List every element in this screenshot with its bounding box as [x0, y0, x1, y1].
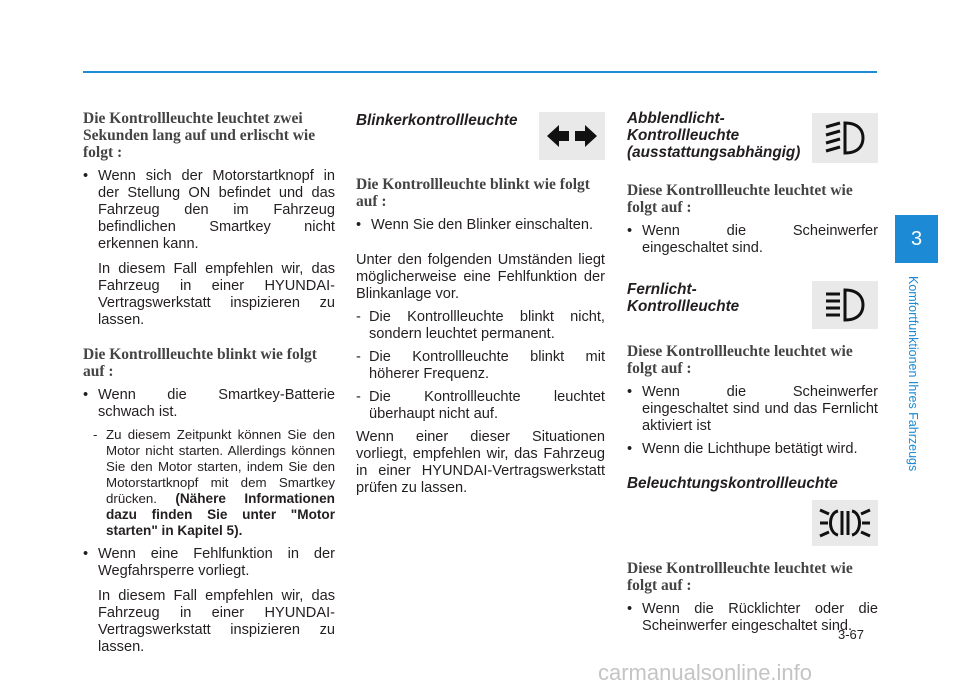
heading-lights-two-seconds: Die Kontrollleuchte leuchtet zwei Sekunden lang auf und erlischt wie folgt :: [83, 110, 316, 161]
dash-item: - Die Kontrollleuchte blinkt nicht, sondern leuchtet permanent.: [356, 309, 605, 343]
section-title-line: (ausstattungsabhängig): [627, 144, 801, 161]
watermark: carmanualsonline.info: [598, 660, 813, 685]
list-item: • Wenn eine Fehlfunktion in der Wegfahrsperre vorliegt.: [83, 546, 335, 580]
heading-lights-on: Diese Kontrollleuchte leuchtet wie folgt auf :: [627, 182, 853, 216]
tail-lamp-icon: [812, 500, 878, 546]
section-title-line: Abblendlicht-: [627, 110, 725, 127]
section-title-line: Kontrollleuchte: [627, 127, 740, 144]
section-header: [627, 110, 878, 166]
list-item: • Wenn sich der Motorstartknopf in der Stellung ON befindet und das Fahrzeug den im Fahrzeug befindlichen Smartkey nicht erkennen kann.: [83, 168, 335, 253]
low-beam-icon: [812, 113, 878, 163]
list-item: • Wenn die Scheinwerfer eingeschaltet sind.: [627, 223, 878, 257]
note-paragraph: In diesem Fall empfehlen wir, das Fahrzeug in einer HYUNDAI-Vertragswerkstatt inspizieren zu lassen.: [98, 261, 335, 328]
list-item: • Wenn die Smartkey-Batterie schwach ist.: [83, 387, 335, 421]
section-title: Beleuchtungskontrollleuchte: [627, 475, 838, 492]
heading-blinks: Die Kontrollleuchte blinkt wie folgt auf :: [83, 346, 317, 380]
column-headlights: [627, 110, 878, 635]
dash-item: - Die Kontrollleuchte blinkt mit höherer Frequenz.: [356, 349, 605, 383]
heading-lights-on: Diese Kontrollleuchte leuchtet wie folgt auf :: [627, 560, 853, 594]
section-title-line: Fernlicht-: [627, 281, 697, 298]
dash-text: Zu diesem Zeitpunkt können Sie den Motor nicht starten. Allerdings können Sie den Motor starten, indem Sie den Motorstartknopf mit dem Smartkey drücken.: [106, 427, 335, 506]
section-header: [356, 110, 605, 160]
list-item: • Wenn die Scheinwerfer eingeschaltet sind und das Fernlicht aktiviert ist: [627, 384, 878, 435]
reference-note: (Nähere Informationen dazu finden Sie unter "Motor starten" in Kapitel 5).: [106, 491, 335, 538]
section-header: [627, 281, 878, 331]
chapter-tab: 3: [895, 215, 938, 263]
heading-blinks: Die Kontrollleuchte blinkt wie folgt auf :: [356, 176, 590, 210]
section-title: Blinkerkontrollleuchte: [356, 112, 518, 129]
chapter-title: Komfortfunktionen Ihres Fahrzeugs: [906, 276, 920, 472]
dash-item: [93, 427, 335, 539]
page-number: 3-67: [838, 627, 865, 642]
note-paragraph: In diesem Fall empfehlen wir, das Fahrzeug in einer HYUNDAI-Vertragswerkstatt inspizieren zu lassen.: [98, 588, 335, 655]
heading-lights-on: Diese Kontrollleuchte leuchtet wie folgt auf :: [627, 343, 853, 377]
paragraph: Wenn einer dieser Situationen vorliegt, empfehlen wir, das Fahrzeug in einer HYUNDAI-Vertragswerkstatt prüfen zu lassen.: [356, 429, 605, 496]
column-turn-signal: [356, 110, 605, 497]
paragraph: Unter den folgenden Umständen liegt möglicherweise eine Fehlfunktion der Blinkanlage vor.: [356, 252, 605, 302]
list-item: • Wenn Sie den Blinker einschalten.: [356, 217, 605, 234]
top-rule: [83, 71, 877, 73]
high-beam-icon: [812, 281, 878, 329]
section-title-line: Kontrollleuchte: [627, 298, 740, 315]
icon-row: [627, 500, 878, 546]
dash-item: - Die Kontrollleuchte leuchtet überhaupt nicht auf.: [356, 389, 605, 423]
list-item: • Wenn die Lichthupe betätigt wird.: [627, 441, 878, 458]
list-item: • Wenn die Rücklichter oder die Scheinwerfer eingeschaltet sind.: [627, 601, 878, 635]
turn-signal-arrows-icon: [539, 112, 605, 160]
column-smartkey: [83, 110, 335, 656]
